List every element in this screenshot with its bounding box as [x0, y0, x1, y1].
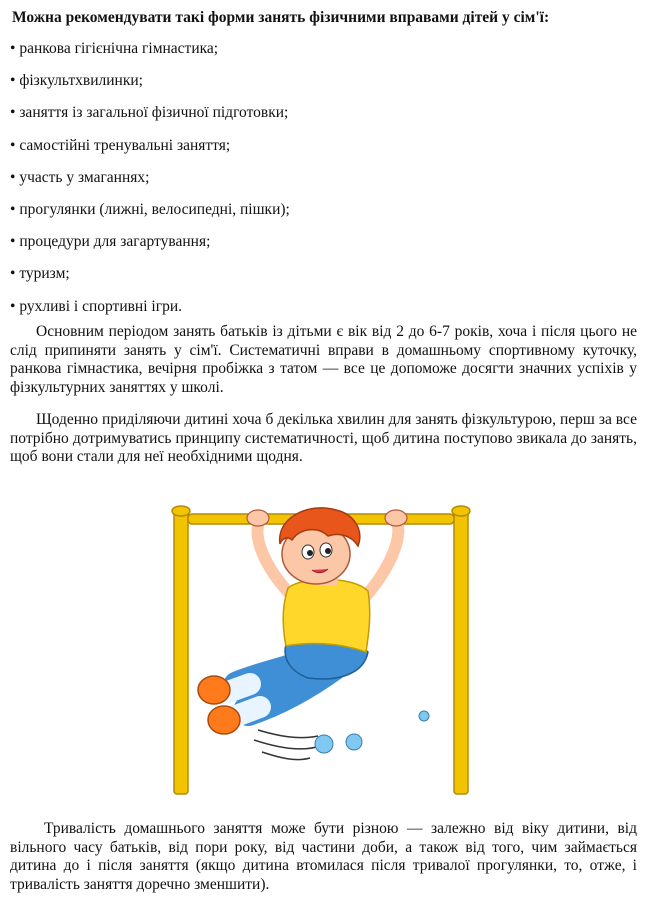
section-heading: Можна рекомендувати такі форми занять фізичними вправами дітей у сім'ї: [12, 9, 550, 26]
list-item: • участь у змаганнях; [10, 168, 150, 186]
bullet-icon: • [10, 265, 16, 283]
list-item: • заняття із загальної фізичної підготовки; [10, 104, 289, 122]
bullet-icon: • [10, 168, 16, 186]
bullet-icon: • [10, 297, 16, 315]
activity-list [10, 40, 290, 330]
list-item: • ранкова гігієнічна гімнастика; [10, 40, 219, 57]
list-item: • туризм; [10, 265, 70, 283]
list-item: • процедури для загартування; [10, 233, 211, 251]
paragraph-age-period: Основним періодом занять батьків із дітьми є вік від 2 до 6-7 років, хоча і після цього не слід припиняти занять у сім'ї. Систематичні вправи в домашньому спортивному куточку, ранкова гімнастика, вечірня пробіжка з татом — все це допоможе досягти значних успіхів у фізкультурних заняттях у школі. [10, 323, 637, 396]
child-on-bar-illustration [168, 496, 488, 796]
motion-lines [254, 730, 320, 760]
bullet-icon: • [10, 40, 16, 57]
paragraph-systematic-principle: Щоденно приділяючи дитині хоча б декілька хвилин для занять фізкультурою, перш за все потрібно дотримуватись принципу систематичності, щоб дитина поступово звикала до занять, щоб вони стали для неї необхідними щодня. [10, 411, 637, 465]
bullet-icon: • [10, 104, 16, 122]
child-figure [198, 508, 407, 734]
list-item: • прогулянки (лижні, велосипедні, пішки); [10, 200, 290, 218]
list-item: • фізкультхвилинки; [10, 72, 143, 90]
flower-decorations [315, 711, 429, 753]
bullet-icon: • [10, 200, 16, 218]
paragraph-session-duration: Тривалість домашнього заняття може бути різною — залежно від віку дитини, від вільного часу батьків, від пори року, від частини доби, а також від того, чим займається дитина до і після заняття (якщо дитина втомилася після тривалої прогулянки, то, отже, і тривалість заняття доречно зменшити). [10, 820, 637, 893]
bullet-icon: • [10, 72, 16, 90]
list-item: • рухливі і спортивні ігри. [10, 297, 182, 315]
list-item: • самостійні тренувальні заняття; [10, 136, 231, 154]
bullet-icon: • [10, 233, 16, 251]
bullet-icon: • [10, 136, 16, 154]
